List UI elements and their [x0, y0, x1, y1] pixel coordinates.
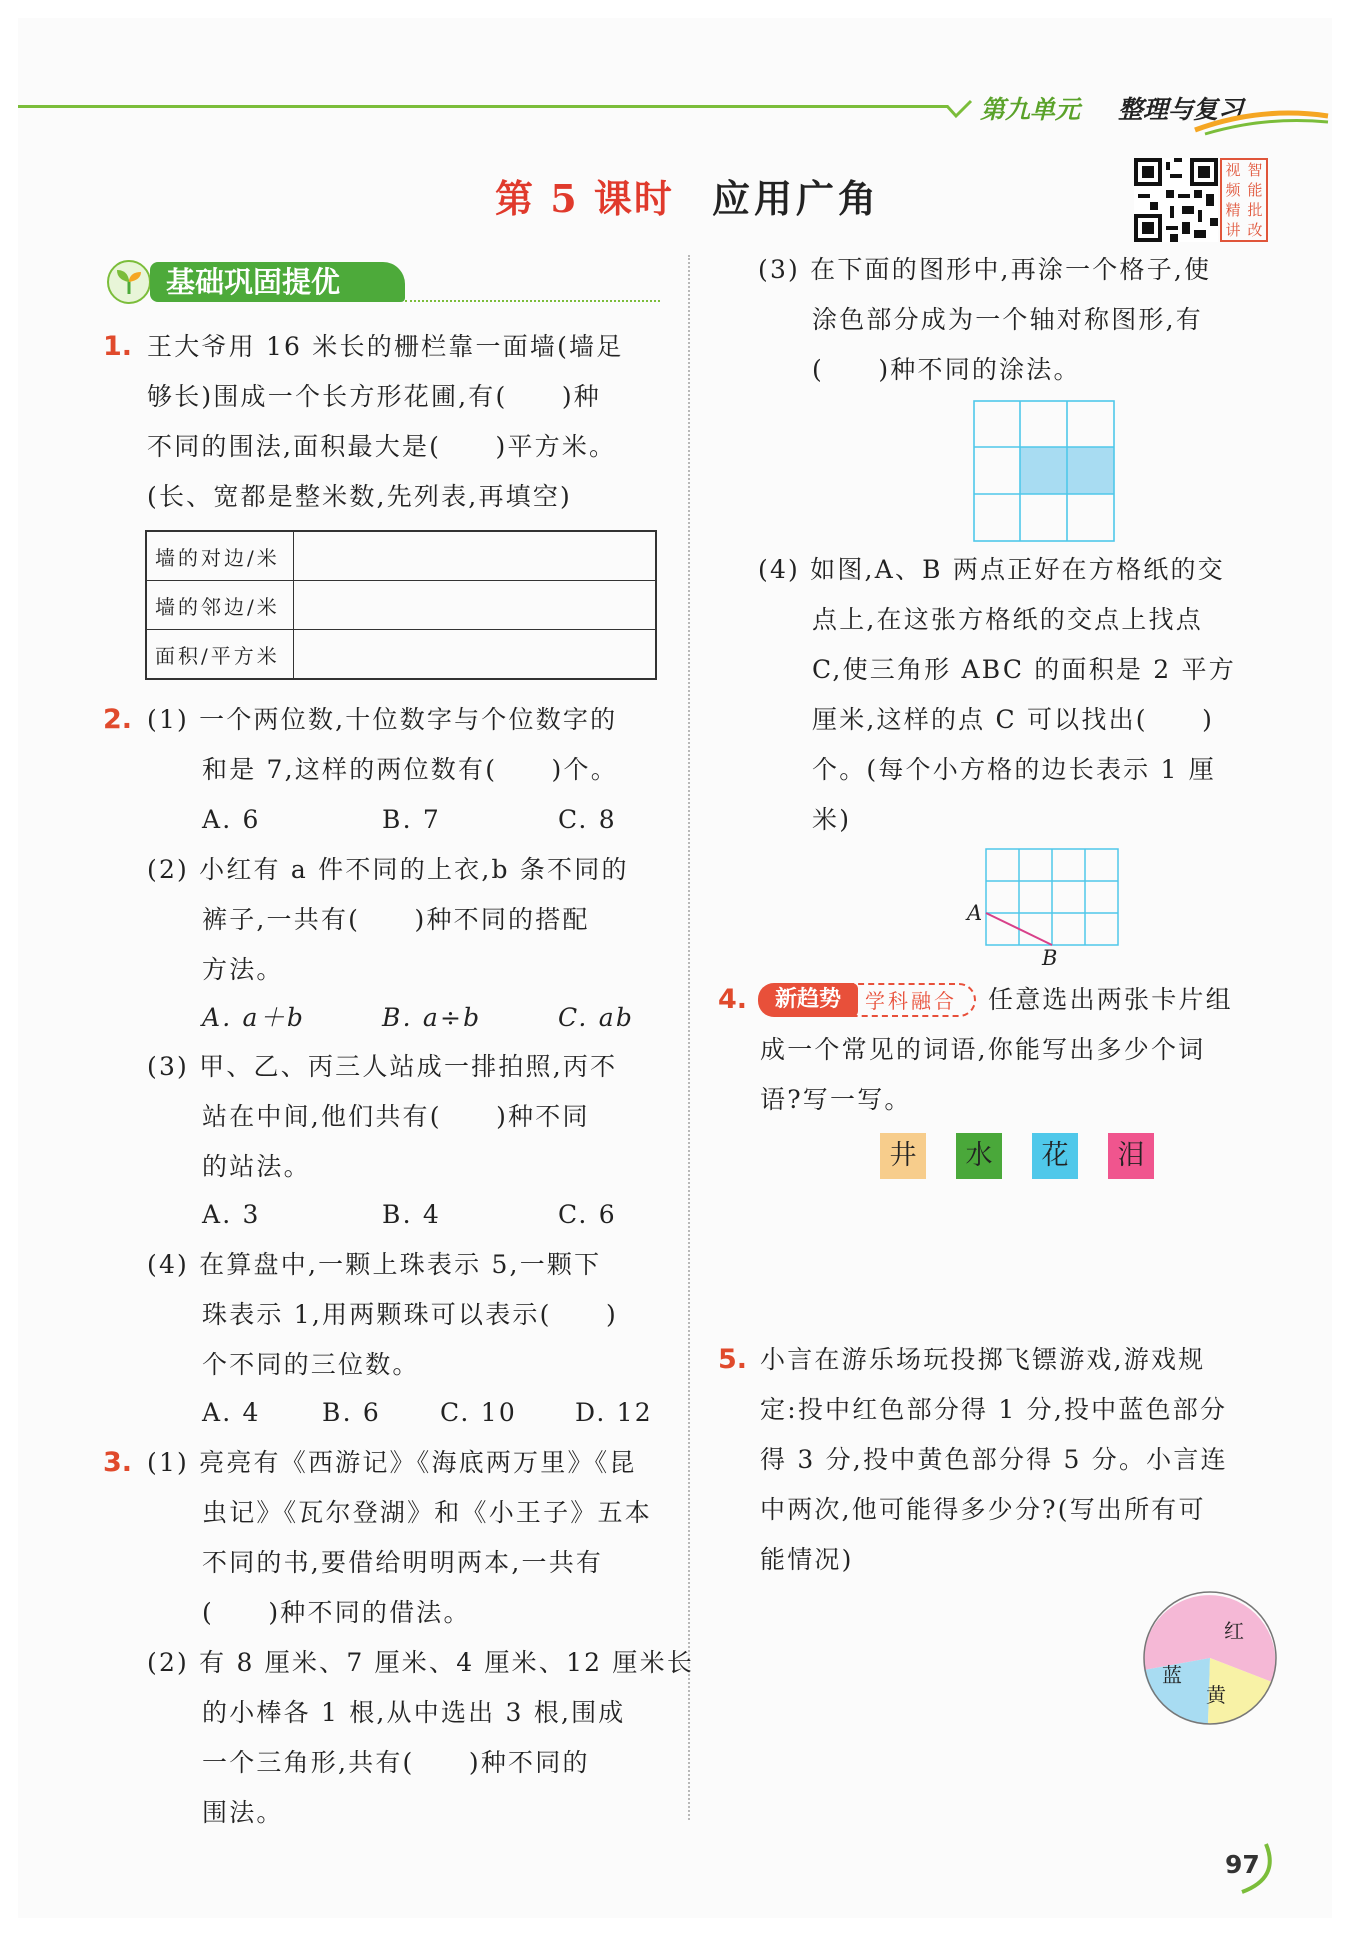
- q2-4-line: (4) 在算盘中,一颗上珠表示 5,一颗下: [147, 1250, 602, 1279]
- q3-2-line: (2) 有 8 厘米、7 厘米、4 厘米、12 厘米长: [147, 1648, 695, 1677]
- q4-line: 任意选出两张卡片组: [988, 985, 1233, 1014]
- q3-4-line: 厘米,这样的点 C 可以找出( ): [812, 705, 1215, 734]
- q3-2-line: 的小棒各 1 根,从中选出 3 根,围成: [202, 1698, 626, 1727]
- q3-2-line: 一个三角形,共有( )种不同的: [202, 1748, 590, 1777]
- q5-number: 5.: [718, 1344, 748, 1375]
- answer-cell[interactable]: [294, 531, 657, 581]
- q2-1-line: 和是 7,这样的两位数有( )个。: [202, 755, 618, 784]
- pie-label-red: 红: [1224, 1619, 1244, 1643]
- q1-line: 够长)围成一个长方形花圃,有( )种: [147, 382, 602, 411]
- title-swoosh-icon: [1190, 110, 1330, 136]
- q3-4-line: 米): [812, 805, 852, 834]
- word-card[interactable]: 花: [1032, 1133, 1078, 1179]
- table-header-cell: 墙的邻边/米: [146, 581, 294, 630]
- q5-line: 中两次,他可能得多少分?(写出所有可: [760, 1495, 1206, 1524]
- point-b-label: B: [1042, 946, 1060, 970]
- q2-2-line: 裤子,一共有( )种不同的搭配: [202, 905, 590, 934]
- qr-tags: 视 智 频 能 精 批 讲 改: [1220, 158, 1268, 242]
- lesson-topic: 应用广角: [712, 176, 881, 221]
- q3-1-line: 不同的书,要借给明明两本,一共有: [202, 1548, 604, 1577]
- q3-4-line: C,使三角形 ABC 的面积是 2 平方: [812, 655, 1236, 684]
- q5-line: 能情况): [760, 1545, 854, 1574]
- q3-1-line: 虫记》《瓦尔登湖》和《小王子》五本: [202, 1498, 652, 1527]
- q3-number: 3.: [103, 1447, 133, 1478]
- page-number: 97: [1225, 1850, 1260, 1879]
- pie-label-blue: 蓝: [1162, 1663, 1182, 1687]
- q3-3-line: (3) 在下面的图形中,再涂一个格子,使: [758, 255, 1212, 284]
- qr-code-icon[interactable]: [1134, 158, 1218, 242]
- table-row: [146, 581, 656, 630]
- unit-title: 第九单元: [980, 95, 1081, 124]
- word-card[interactable]: 水: [956, 1133, 1002, 1179]
- leaf-check-icon: [944, 98, 974, 120]
- option[interactable]: C. ab: [558, 1003, 635, 1032]
- sprout-icon: [105, 258, 153, 306]
- q1-table: [145, 530, 657, 680]
- section-divider: [405, 300, 660, 302]
- q1-line: 王大爷用 16 米长的栅栏靠一面墙(墙足: [147, 332, 624, 361]
- q2-2-line: 方法。: [202, 955, 284, 984]
- q3-4-line: 个。(每个小方格的边长表示 1 厘: [812, 755, 1216, 784]
- answer-cell[interactable]: [294, 630, 657, 680]
- q2-number: 2.: [103, 704, 133, 735]
- q1-line: (长、宽都是整米数,先列表,再填空): [147, 482, 573, 511]
- lesson-number: 第 5 课时: [495, 176, 674, 221]
- option[interactable]: B. 7: [382, 805, 441, 834]
- q3-3-line: 涂色部分成为一个轴对称图形,有: [812, 305, 1203, 334]
- pie-label-yellow: 黄: [1206, 1683, 1226, 1707]
- symmetry-grid[interactable]: [973, 400, 1115, 542]
- subject-badge: 学科融合: [848, 983, 976, 1017]
- option[interactable]: B. 6: [322, 1398, 381, 1427]
- q2-2-line: (2) 小红有 a 件不同的上衣,b 条不同的: [147, 855, 629, 884]
- trend-badge: 新趋势: [758, 983, 858, 1017]
- header-rule: [18, 105, 948, 108]
- q3-4-line: 点上,在这张方格纸的交点上找点: [812, 605, 1203, 634]
- q4-line: 语?写一写。: [760, 1085, 912, 1114]
- table-header-cell: 墙的对边/米: [146, 531, 294, 581]
- q3-4-line: (4) 如图,A、B 两点正好在方格纸的交: [758, 555, 1225, 584]
- option[interactable]: A. a＋b: [202, 1003, 306, 1032]
- q4-line: 成一个常见的词语,你能写出多少个词: [760, 1035, 1206, 1064]
- answer-cell[interactable]: [294, 581, 657, 630]
- q3-2-line: 围法。: [202, 1798, 284, 1827]
- q2-3-line: (3) 甲、乙、丙三人站成一排拍照,丙不: [147, 1052, 618, 1081]
- q4-number: 4.: [718, 984, 748, 1015]
- option[interactable]: C. 8: [558, 805, 617, 834]
- option[interactable]: A. 3: [202, 1200, 261, 1229]
- q2-3-line: 的站法。: [202, 1152, 311, 1181]
- table-header-cell: 面积/平方米: [146, 630, 294, 680]
- q1-number: 1.: [103, 331, 133, 362]
- option[interactable]: B. 4: [382, 1200, 441, 1229]
- option[interactable]: B. a÷b: [382, 1003, 482, 1032]
- q2-3-line: 站在中间,他们共有( )种不同: [202, 1102, 590, 1131]
- option[interactable]: A. 6: [202, 805, 261, 834]
- q1-line: 不同的围法,面积最大是( )平方米。: [147, 432, 617, 461]
- q3-3-line: ( )种不同的涂法。: [812, 355, 1081, 384]
- q5-line: 小言在游乐场玩投掷飞镖游戏,游戏规: [760, 1345, 1206, 1374]
- review-title: 整理与复习: [1118, 95, 1244, 124]
- option[interactable]: C. 6: [558, 1200, 617, 1229]
- q5-line: 定:投中红色部分得 1 分,投中蓝色部分: [760, 1395, 1228, 1424]
- option[interactable]: A. 4: [202, 1398, 261, 1427]
- column-divider: [688, 255, 690, 1820]
- section-label: 基础巩固提优: [150, 262, 405, 302]
- word-card[interactable]: 泪: [1108, 1133, 1154, 1179]
- q2-1-line: (1) 一个两位数,十位数字与个位数字的: [147, 705, 618, 734]
- q3-1-line: (1) 亮亮有《西游记》《海底两万里》《昆: [147, 1448, 637, 1477]
- point-a-label: A: [967, 901, 985, 925]
- q2-4-line: 个不同的三位数。: [202, 1350, 420, 1379]
- q2-4-line: 珠表示 1,用两颗珠可以表示( ): [202, 1300, 618, 1329]
- q5-line: 得 3 分,投中黄色部分得 5 分。小言连: [760, 1445, 1228, 1474]
- table-row: [146, 531, 656, 581]
- option[interactable]: C. 10: [440, 1398, 517, 1427]
- table-row: [146, 630, 656, 680]
- triangle-grid[interactable]: [985, 848, 1125, 948]
- word-card[interactable]: 井: [880, 1133, 926, 1179]
- dart-board[interactable]: [1142, 1590, 1278, 1726]
- option[interactable]: D. 12: [575, 1398, 653, 1427]
- q3-1-line: ( )种不同的借法。: [202, 1598, 471, 1627]
